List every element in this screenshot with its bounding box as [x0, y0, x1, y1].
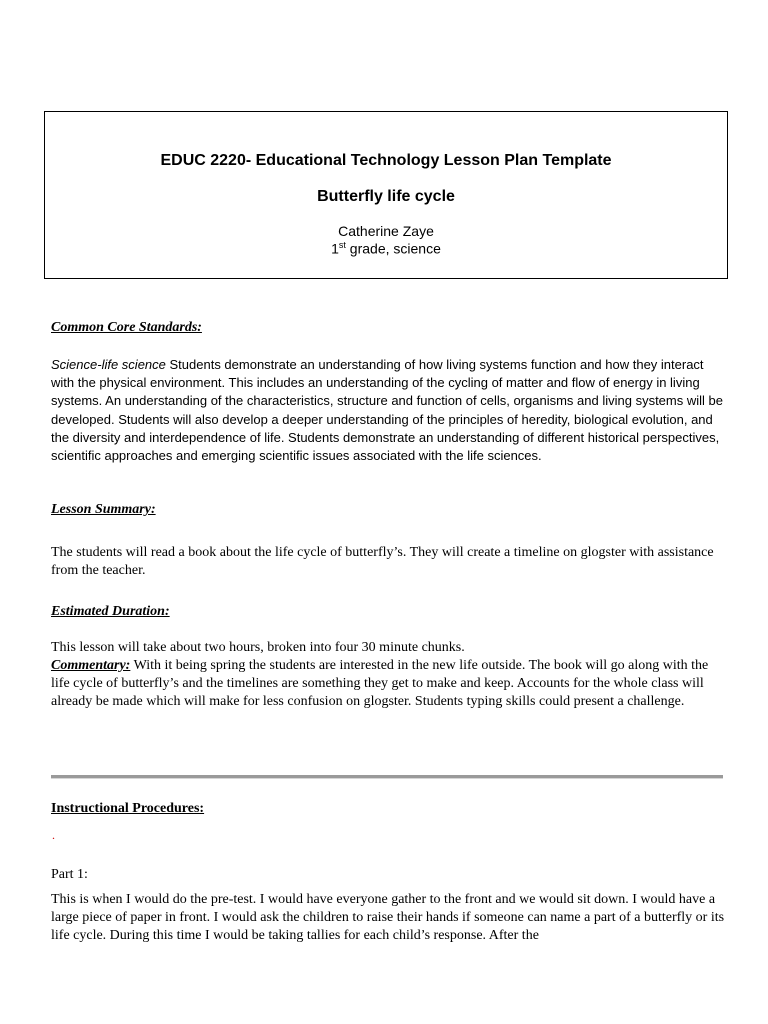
summary-heading: Lesson Summary: — [51, 502, 156, 517]
summary-paragraph: The students will read a book about the life cycle of butterfly’s. They will create a timeline on glogster with assistance from the teacher. — [51, 545, 714, 579]
part-label: Part 1: — [51, 867, 88, 882]
procedures-heading: Instructional Procedures: — [51, 801, 205, 816]
title-box — [44, 111, 728, 279]
part-paragraph: This is when I would do the pre-test. I would have everyone gather to the front and we would sit down. I would have a large piece of paper in front. I would ask the children to raise their hands if someone can name a part of a butterfly or its life cycle. During this time I would be taking tallies for each child’s response. After the — [51, 892, 725, 944]
list-marker: . — [52, 828, 55, 842]
commentary-body: With it being spring the students are interested in the new life outside. The book will go along with the life cycle of butterfly’s and the timelines are something they get to make and keep. Accounts for the whole class will already be made which will make for less confusion on glogster. Students typing skills could present a challenge. — [51, 658, 709, 710]
author-name: Catherine Zaye — [338, 223, 434, 239]
duration-paragraph: This lesson will take about two hours, broken into four 30 minute chunks. — [51, 640, 465, 655]
duration-heading: Estimated Duration: — [51, 604, 170, 619]
standards-body: Students demonstrate an understanding of how living systems function and how they interact with the physical environment. This includes an understanding of the cycling of matter and flow of energy in living systems. An understanding of the characteristics, structure and function of cells, organisms and living systems will be developed. Students will also develop a deeper understanding of the principles of heredity, biological evolution, and the diversity and interdependence of life. Students demonstrate an understanding of different historical perspectives, scientific approaches and emerging scientific issues associated with the life sciences. — [51, 357, 723, 464]
grade-rest: grade, science — [345, 240, 441, 257]
commentary-paragraph — [51, 657, 727, 712]
grade-number: 1 — [331, 240, 339, 257]
commentary-label: Commentary: — [51, 658, 131, 673]
section-divider — [51, 775, 723, 779]
course-title: EDUC 2220- Educational Technology Lesson Plan Template — [160, 152, 612, 169]
grade-subject — [45, 240, 727, 257]
grade-suffix: st — [338, 240, 346, 250]
standards-lead: Science-life science — [51, 357, 166, 372]
lesson-title: Butterfly life cycle — [317, 188, 455, 205]
standards-paragraph — [51, 356, 727, 465]
standards-heading: Common Core Standards: — [51, 320, 202, 335]
